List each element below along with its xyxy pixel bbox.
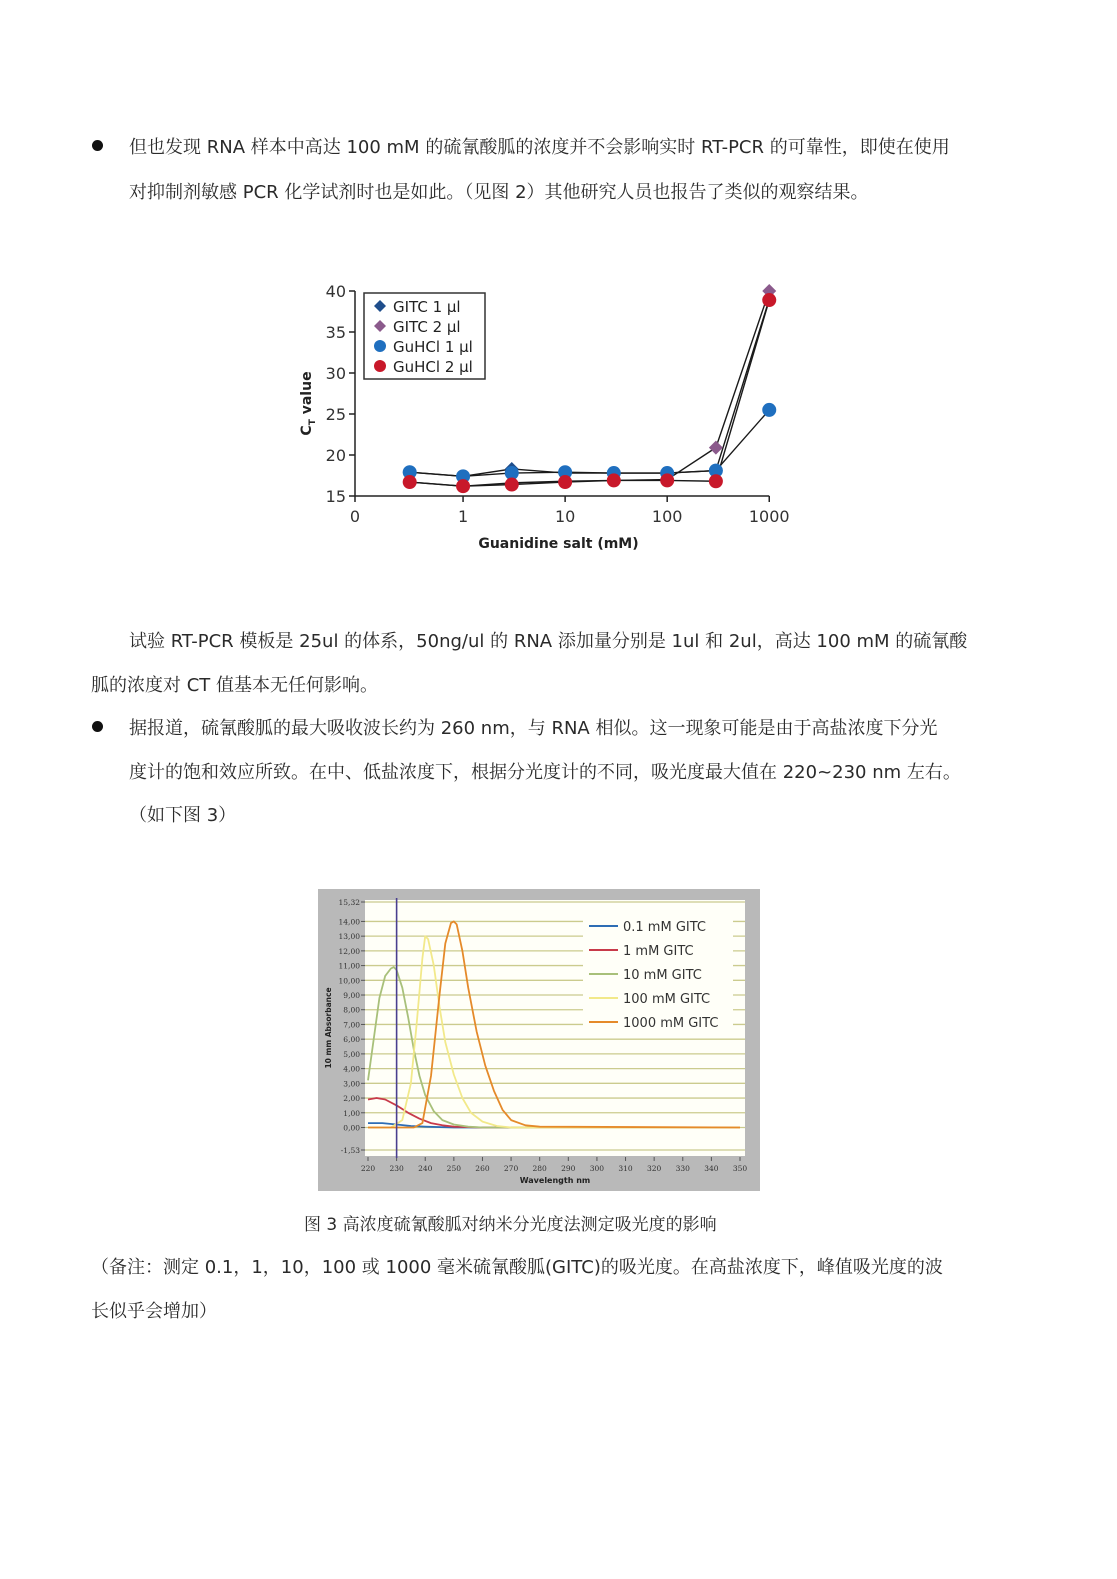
legend-label: GITC 2 µl bbox=[393, 318, 461, 336]
x-tick-label: 340 bbox=[704, 1164, 719, 1173]
bullet-dot bbox=[92, 140, 103, 151]
y-tick-label: 1,00 bbox=[343, 1108, 360, 1118]
y-axis-title: $C_T$ value bbox=[299, 371, 318, 436]
y-tick-label: 6,00 bbox=[343, 1035, 360, 1045]
paragraph-1-line-2: 对抑制剂敏感 PCR 化学试剂时也是如此。（见图 2）其他研究人员也报告了类似的观察结果。 bbox=[129, 182, 869, 203]
y-tick-label: 8,00 bbox=[343, 1005, 360, 1015]
x-tick-label: 0 bbox=[349, 507, 361, 526]
note-line-2: 长似乎会增加） bbox=[91, 1301, 217, 1322]
absorbance-chart bbox=[318, 889, 760, 1191]
legend-label: 0.1 mM GITC bbox=[623, 920, 706, 935]
legend-label: GuHCl 2 µl bbox=[393, 358, 473, 376]
x-axis-title: Guanidine salt (mM) bbox=[478, 536, 639, 552]
note-line-1: （备注：测定 0.1，1，10，100 或 1000 毫米硫氰酸胍(GITC)的吸光度。在高盐浓度下，峰值吸光度的波 bbox=[91, 1257, 943, 1278]
figure-3-caption: 图 3 高浓度硫氰酸胍对纳米分光度法测定吸光度的影响 bbox=[304, 1215, 717, 1235]
y-tick-label: 13,00 bbox=[338, 932, 360, 942]
y-tick-label: 14,00 bbox=[338, 917, 360, 927]
y-tick-label: 35 bbox=[325, 323, 346, 342]
y-tick-label: 12,00 bbox=[338, 946, 360, 956]
legend-marker-circle bbox=[374, 340, 386, 352]
y-tick-label: 4,00 bbox=[343, 1064, 360, 1074]
x-tick-label: 250 bbox=[446, 1164, 462, 1173]
y-tick-label: 0,00 bbox=[343, 1123, 360, 1133]
data-point-circle bbox=[762, 403, 776, 417]
x-tick-label: 260 bbox=[475, 1164, 490, 1173]
legend-label: 1000 mM GITC bbox=[623, 1016, 719, 1031]
data-point-circle bbox=[660, 473, 674, 487]
x-tick-label: 310 bbox=[618, 1164, 633, 1173]
chart-legend bbox=[364, 293, 485, 379]
x-tick-label: 240 bbox=[418, 1164, 433, 1173]
data-point-circle bbox=[456, 479, 470, 493]
legend-label: 1 mM GITC bbox=[623, 944, 694, 959]
legend-label: GuHCl 1 µl bbox=[393, 338, 473, 356]
y-tick-label: 30 bbox=[325, 364, 346, 383]
paragraph-2-line-1: 试验 RT-PCR 模板是 25ul 的体系，50ng/ul 的 RNA 添加量分别是 1ul 和 2ul，高达 100 mM 的硫氰酸 bbox=[129, 631, 968, 652]
y-tick-label: 3,00 bbox=[343, 1079, 360, 1089]
x-tick-label: 270 bbox=[503, 1164, 519, 1173]
x-axis-title: Wavelength nm bbox=[519, 1176, 591, 1185]
y-tick-label: 5,00 bbox=[343, 1049, 360, 1059]
bullet-dot bbox=[92, 721, 103, 732]
ct-value-chart bbox=[290, 275, 790, 560]
legend-label: 100 mM GITC bbox=[623, 992, 711, 1007]
x-tick-label: 220 bbox=[360, 1164, 376, 1173]
data-point-circle bbox=[505, 478, 519, 492]
x-tick-label: 230 bbox=[389, 1164, 404, 1173]
paragraph-1-line-1: 但也发现 RNA 样本中高达 100 mM 的硫氰酸胍的浓度并不会影响实时 RT-PCR 的可靠性，即使在使用 bbox=[129, 137, 950, 158]
x-tick-label: 1000 bbox=[748, 507, 790, 526]
paragraph-3-line-2: 度计的饱和效应所致。在中、低盐浓度下，根据分光度计的不同，吸光度最大值在 220~230 nm 左右。 bbox=[129, 762, 961, 783]
data-point-circle bbox=[607, 473, 621, 487]
y-tick-label: 25 bbox=[325, 405, 346, 424]
x-tick-label: 100 bbox=[651, 507, 683, 526]
x-tick-label: 320 bbox=[646, 1164, 662, 1173]
y-tick-label: 2,00 bbox=[343, 1094, 360, 1104]
legend-marker-circle bbox=[374, 360, 386, 372]
data-point-circle bbox=[762, 293, 776, 307]
x-tick-label: 300 bbox=[589, 1164, 605, 1173]
y-tick-label: 9,00 bbox=[343, 991, 360, 1001]
y-tick-label: -1,53 bbox=[340, 1146, 360, 1155]
paragraph-2-line-2: 胍的浓度对 CT 值基本无任何影响。 bbox=[91, 675, 379, 696]
y-tick-label: 7,00 bbox=[343, 1020, 360, 1030]
x-tick-label: 10 bbox=[554, 507, 576, 526]
y-axis-title: 10 mm Absorbance bbox=[324, 987, 333, 1069]
y-tick-label: 10,00 bbox=[338, 976, 360, 986]
paragraph-3-line-3: （如下图 3） bbox=[129, 805, 237, 826]
x-tick-label: 1 bbox=[457, 507, 469, 526]
data-point-circle bbox=[403, 475, 417, 489]
y-tick-label: 20 bbox=[325, 446, 346, 465]
x-tick-label: 330 bbox=[675, 1164, 690, 1173]
x-tick-label: 290 bbox=[561, 1164, 576, 1173]
legend-label: GITC 1 µl bbox=[393, 298, 461, 316]
legend-label: 10 mM GITC bbox=[623, 968, 702, 983]
x-tick-label: 280 bbox=[532, 1164, 547, 1173]
data-point-circle bbox=[709, 474, 723, 488]
y-tick-label: 40 bbox=[325, 282, 346, 301]
data-point-circle bbox=[558, 475, 572, 489]
paragraph-3-line-1: 据报道，硫氰酸胍的最大吸收波长约为 260 nm，与 RNA 相似。这一现象可能是由于高盐浓度下分光 bbox=[129, 718, 938, 739]
y-tick-label: 15,32 bbox=[338, 898, 360, 907]
y-tick-label: 15 bbox=[325, 487, 346, 506]
y-tick-label: 11,00 bbox=[338, 961, 360, 971]
x-tick-label: 350 bbox=[732, 1164, 748, 1173]
chart-legend bbox=[583, 911, 733, 1037]
